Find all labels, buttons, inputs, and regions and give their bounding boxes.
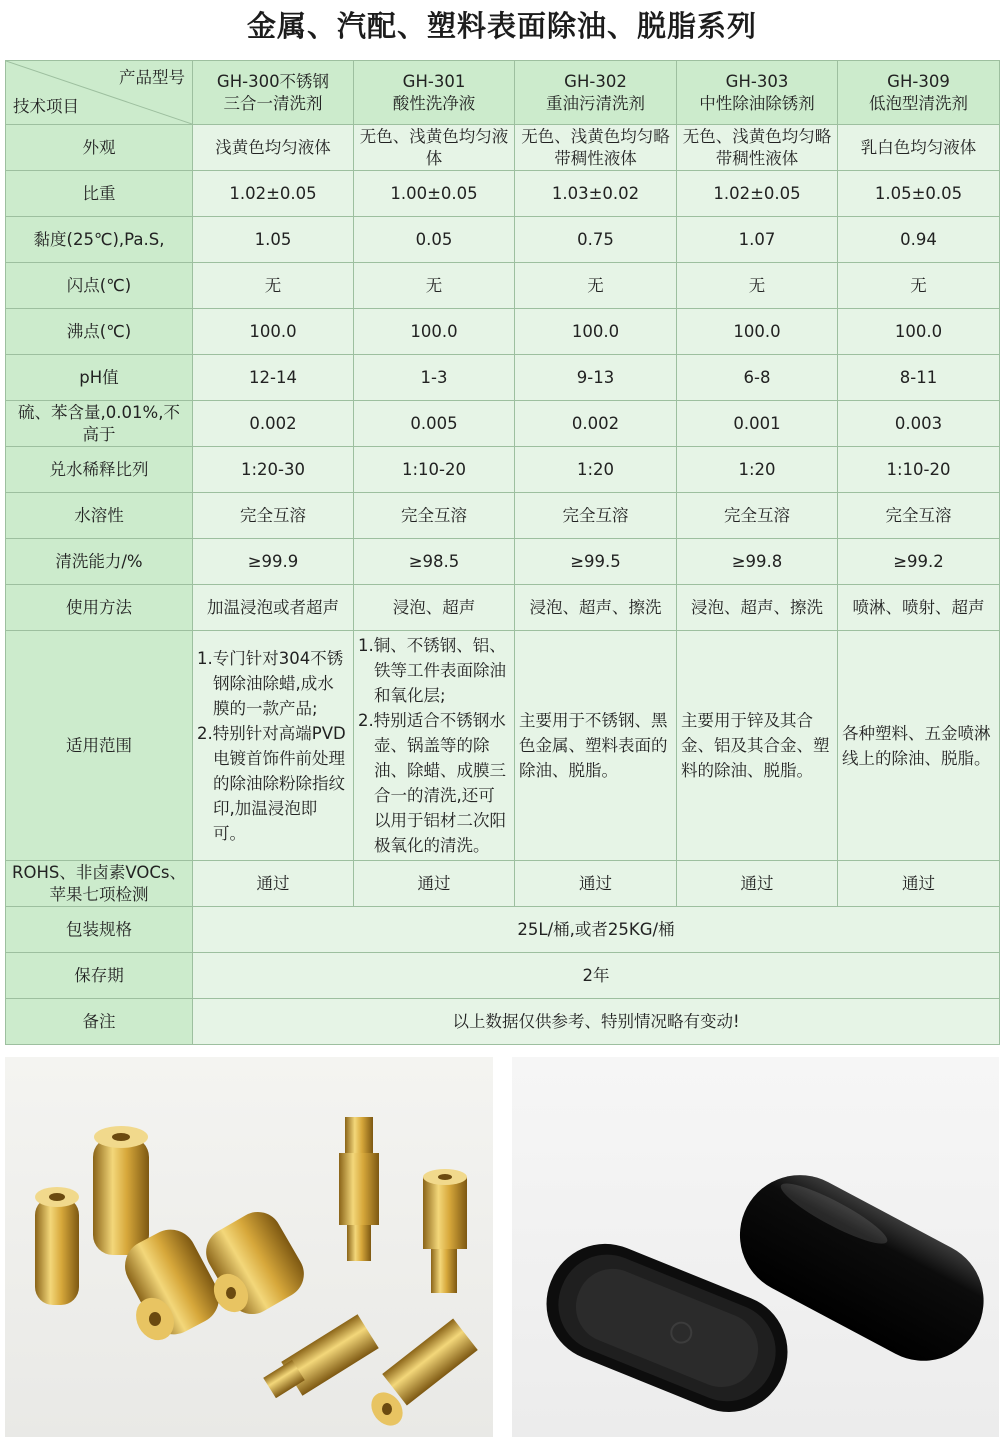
table-row bbox=[6, 539, 1000, 585]
table-row-merged bbox=[6, 953, 1000, 999]
value-cell: ≥99.2 bbox=[838, 539, 1000, 585]
value-cell: 9-13 bbox=[515, 355, 677, 401]
value-cell: 100.0 bbox=[677, 309, 838, 355]
row-header-cell: pH值 bbox=[6, 355, 193, 401]
scope-list-item: 1.铜、不锈钢、铝、铁等工件表面除油和氧化层; bbox=[358, 636, 506, 705]
value-cell: 完全互溶 bbox=[515, 493, 677, 539]
value-cell: 无 bbox=[193, 263, 354, 309]
product-header-gh300 bbox=[193, 61, 354, 125]
product-model: GH-303 bbox=[725, 71, 789, 91]
value-cell: 无 bbox=[677, 263, 838, 309]
row-header-cell: 兑水稀释比列 bbox=[6, 447, 193, 493]
table-header-row bbox=[6, 61, 1000, 125]
scope-list-item: 2.特别针对高端PVD电镀首饰件前处理的除油除粉除指纹印,加温浸泡即可。 bbox=[197, 723, 346, 843]
value-cell: 12-14 bbox=[193, 355, 354, 401]
value-cell: 无色、浅黄色均匀液体 bbox=[354, 125, 515, 171]
value-cell: 完全互溶 bbox=[677, 493, 838, 539]
value-cell: 通过 bbox=[515, 861, 677, 907]
corner-header-cell bbox=[6, 61, 193, 125]
table-row-rohs bbox=[6, 861, 1000, 907]
product-header-gh302 bbox=[515, 61, 677, 125]
value-cell: 1-3 bbox=[354, 355, 515, 401]
brass-fittings-illustration bbox=[5, 1057, 493, 1437]
value-cell: 0.005 bbox=[354, 401, 515, 447]
product-name: 酸性洗净液 bbox=[392, 93, 476, 113]
table-row-merged bbox=[6, 999, 1000, 1045]
table-row bbox=[6, 355, 1000, 401]
product-name: 中性除油除锈剂 bbox=[699, 93, 815, 113]
row-header-cell: 备注 bbox=[6, 999, 193, 1045]
merged-value-cell: 2年 bbox=[193, 953, 1000, 999]
row-header-cell: 硫、苯含量,0.01%,不高于 bbox=[6, 401, 193, 447]
value-cell: 加温浸泡或者超声 bbox=[193, 585, 354, 631]
value-cell: 无色、浅黄色均匀略带稠性液体 bbox=[515, 125, 677, 171]
value-cell: 1.03±0.02 bbox=[515, 171, 677, 217]
row-header-cell: ROHS、非卤素VOCs、苹果七项检测 bbox=[6, 861, 193, 907]
value-cell: 浸泡、超声、擦洗 bbox=[677, 585, 838, 631]
scope-cell-col2 bbox=[354, 631, 515, 861]
plastic-case-illustration bbox=[512, 1057, 999, 1437]
scope-list-item: 1.专门针对304不锈钢除油除蜡,成水膜的一款产品; bbox=[197, 648, 344, 718]
merged-value-cell: 25L/桶,或者25KG/桶 bbox=[193, 907, 1000, 953]
row-header-cell: 保存期 bbox=[6, 953, 193, 999]
value-cell: 1:10-20 bbox=[354, 447, 515, 493]
black-plastic-case-photo bbox=[512, 1057, 999, 1437]
value-cell: 浅黄色均匀液体 bbox=[193, 125, 354, 171]
table-row-merged bbox=[6, 907, 1000, 953]
product-model: GH-301 bbox=[402, 71, 466, 91]
product-name: 重油污清洗剂 bbox=[546, 93, 645, 113]
value-cell: ≥99.9 bbox=[193, 539, 354, 585]
table-row bbox=[6, 447, 1000, 493]
value-cell: 0.001 bbox=[677, 401, 838, 447]
value-cell: 1.02±0.05 bbox=[193, 171, 354, 217]
value-cell: 无色、浅黄色均匀略带稠性液体 bbox=[677, 125, 838, 171]
value-cell: 0.05 bbox=[354, 217, 515, 263]
value-cell: 无 bbox=[515, 263, 677, 309]
value-cell: 通过 bbox=[193, 861, 354, 907]
row-header-cell: 外观 bbox=[6, 125, 193, 171]
table-row bbox=[6, 263, 1000, 309]
value-cell: 乳白色均匀液体 bbox=[838, 125, 1000, 171]
spec-table bbox=[5, 60, 1000, 1045]
corner-label-product-model: 产品型号 bbox=[119, 68, 185, 87]
value-cell: 1:10-20 bbox=[838, 447, 1000, 493]
table-row bbox=[6, 125, 1000, 171]
product-header-gh303 bbox=[677, 61, 838, 125]
value-cell: 1.05 bbox=[193, 217, 354, 263]
value-cell: 100.0 bbox=[354, 309, 515, 355]
merged-value-cell: 以上数据仅供参考、特别情况略有变动! bbox=[193, 999, 1000, 1045]
value-cell: 通过 bbox=[677, 861, 838, 907]
value-cell: 浸泡、超声、擦洗 bbox=[515, 585, 677, 631]
value-cell: 8-11 bbox=[838, 355, 1000, 401]
value-cell: 100.0 bbox=[193, 309, 354, 355]
row-header-cell: 包装规格 bbox=[6, 907, 193, 953]
row-header-cell: 使用方法 bbox=[6, 585, 193, 631]
table-row bbox=[6, 217, 1000, 263]
value-cell: ≥99.5 bbox=[515, 539, 677, 585]
product-name: 三合一清洗剂 bbox=[223, 93, 323, 113]
value-cell: 无 bbox=[354, 263, 515, 309]
value-cell: 通过 bbox=[838, 861, 1000, 907]
table-row bbox=[6, 171, 1000, 217]
row-header-cell: 黏度(25℃),Pa.S, bbox=[6, 217, 193, 263]
brass-parts-photo bbox=[5, 1057, 493, 1437]
product-name: 低泡型清洗剂 bbox=[869, 93, 968, 113]
value-cell: 6-8 bbox=[677, 355, 838, 401]
value-cell: 完全互溶 bbox=[354, 493, 515, 539]
table-row-scope bbox=[6, 631, 1000, 861]
value-cell: 无 bbox=[838, 263, 1000, 309]
page-title: 金属、汽配、塑料表面除油、脱脂系列 bbox=[246, 9, 757, 43]
value-cell: 1:20 bbox=[515, 447, 677, 493]
row-header-cell: 水溶性 bbox=[6, 493, 193, 539]
value-cell: 1:20-30 bbox=[193, 447, 354, 493]
scope-cell-col4: 主要用于锌及其合金、铝及其合金、塑料的除油、脱脂。 bbox=[677, 631, 838, 861]
value-cell: ≥98.5 bbox=[354, 539, 515, 585]
value-cell: 0.002 bbox=[515, 401, 677, 447]
row-header-cell: 沸点(℃) bbox=[6, 309, 193, 355]
row-header-cell: 闪点(℃) bbox=[6, 263, 193, 309]
value-cell: 1.02±0.05 bbox=[677, 171, 838, 217]
value-cell: ≥99.8 bbox=[677, 539, 838, 585]
product-header-gh309 bbox=[838, 61, 1000, 125]
value-cell: 1.00±0.05 bbox=[354, 171, 515, 217]
value-cell: 0.75 bbox=[515, 217, 677, 263]
table-row bbox=[6, 585, 1000, 631]
value-cell: 1.05±0.05 bbox=[838, 171, 1000, 217]
value-cell: 0.002 bbox=[193, 401, 354, 447]
value-cell: 完全互溶 bbox=[838, 493, 1000, 539]
value-cell: 0.94 bbox=[838, 217, 1000, 263]
scope-cell-col3: 主要用于不锈钢、黑色金属、塑料表面的除油、脱脂。 bbox=[515, 631, 677, 861]
table-row bbox=[6, 493, 1000, 539]
product-header-gh301 bbox=[354, 61, 515, 125]
product-model: GH-309 bbox=[887, 71, 950, 91]
scope-cell-col1 bbox=[193, 631, 354, 861]
product-model: GH-300不锈钢 bbox=[216, 71, 330, 91]
scope-cell-col5: 各种塑料、五金喷淋线上的除油、脱脂。 bbox=[838, 631, 1000, 861]
value-cell: 喷淋、喷射、超声 bbox=[838, 585, 1000, 631]
row-header-cell: 适用范围 bbox=[6, 631, 193, 861]
value-cell: 0.003 bbox=[838, 401, 1000, 447]
value-cell: 浸泡、超声 bbox=[354, 585, 515, 631]
corner-label-tech-item: 技术项目 bbox=[13, 97, 79, 116]
product-model: GH-302 bbox=[564, 71, 627, 91]
table-row bbox=[6, 309, 1000, 355]
row-header-cell: 清洗能力/% bbox=[6, 539, 193, 585]
scope-list-item: 2.特别适合不锈钢水壶、锅盖等的除油、除蜡、成膜三合一的清洗,还可以用于铝材二次阳极氧化的清洗。 bbox=[358, 711, 506, 855]
value-cell: 100.0 bbox=[838, 309, 1000, 355]
table-row bbox=[6, 401, 1000, 447]
value-cell: 1.07 bbox=[677, 217, 838, 263]
value-cell: 1:20 bbox=[677, 447, 838, 493]
value-cell: 完全互溶 bbox=[193, 493, 354, 539]
value-cell: 通过 bbox=[354, 861, 515, 907]
row-header-cell: 比重 bbox=[6, 171, 193, 217]
value-cell: 100.0 bbox=[515, 309, 677, 355]
